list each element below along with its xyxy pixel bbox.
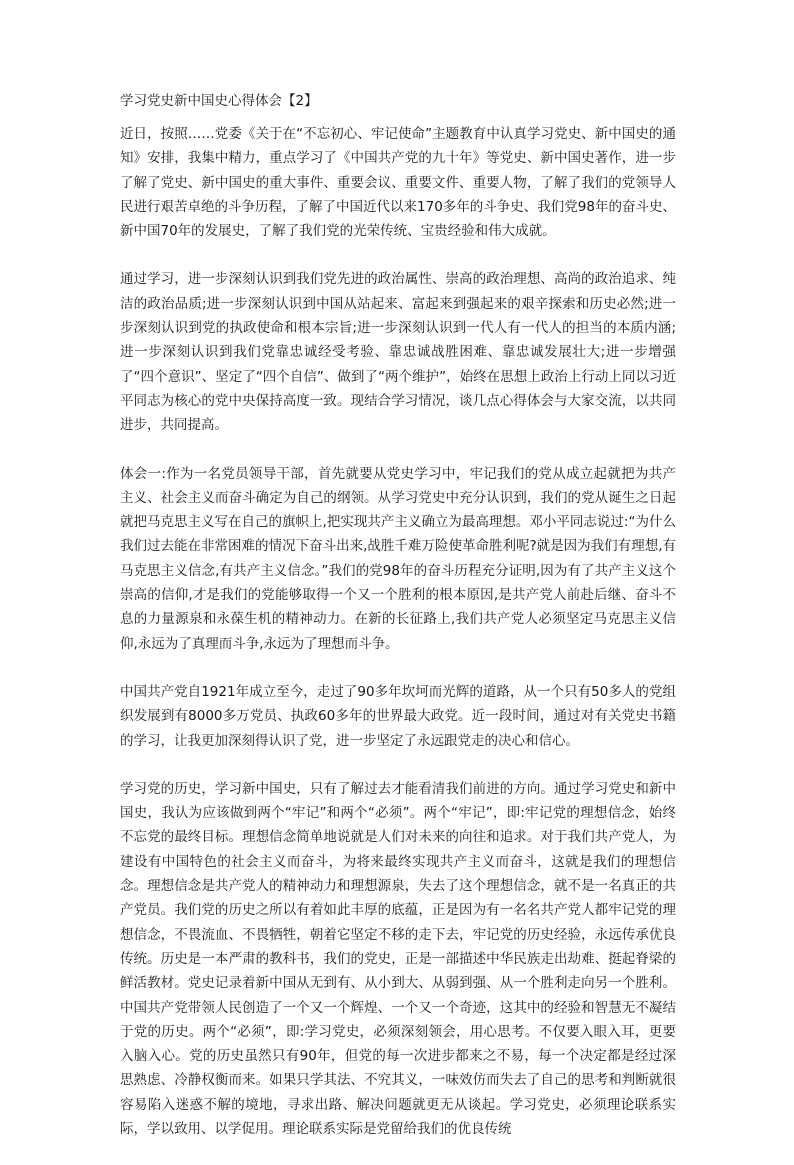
paragraph-insight-one: 体会一:作为一名党员领导干部，首先就要从党史学习中，牢记我们的党从成立起就把为共产主义、社会主义而奋斗确定为自己的纲领。从学习党史中充分认识到，我们的党从诞生之日起就把马克思主义写在自己的旗帜上,把实现共产主义确立为最高理想。邓小平同志说过:“为什么我们过去能在非常困难的情况下奋斗出来,战胜千难万险使革命胜利呢?就是因为我们有理想,有马克思主义信念,有共产主义信念。”我们的党98年的奋斗历程充分证明,因为有了共产主义这个崇高的信仰,才是我们的党能够取得一个又一个胜利的根本原因,是共产党人前赴后继、奋斗不息的力量源泉和永葆生机的精神动力。在新的长征路上,我们共产党人必须坚定马克思主义信仰,永远为了真理而斗争,永远为了理想而斗争。 bbox=[120, 465, 676, 652]
paragraph-intro: 近日，按照……党委《关于在“不忘初心、牢记使命”主题教育中认真学习党史、新中国史的通知》安排，我集中精力，重点学习了《中国共产党的九十年》等党史、新中国史著作，进一步了解了党史、新中国史的重大事件、重要会议、重要文件、重要人物，了解了我们的党领导人民进行艰苦卓绝的斗争历程，了解了中国近代以来170多年的斗争史、我们党98年的奋斗史、新中国70年的发展史，了解了我们党的光荣传统、宝贵经验和伟大成就。 bbox=[120, 126, 676, 240]
document-title: 学习党史新中国史心得体会【2】 bbox=[120, 93, 318, 109]
document-page bbox=[120, 88, 676, 1165]
paragraph-two-remember-two-must: 学习党的历史，学习新中国史，只有了解过去才能看清我们前进的方向。通过学习党史和新中国史，我认为应该做到两个“牢记”和两个“必须”。两个“牢记”，即:牢记党的理想信念，始终不忘党的最终目标。理想信念简单地说就是人们对未来的向往和追求。对于我们共产党人，为建设有中国特色的社会主义而奋斗，为将来最终实现共产主义而奋斗，这就是我们的理想信念。理想信念是共产党人的精神动力和理想源泉，失去了这个理想信念，就不是一名真正的共产党员。我们党的历史之所以有着如此丰厚的底蕴，正是因为有一名名共产党人都牢记党的理想信念，不畏流血、不畏牺牲，朝着它坚定不移的走下去，牢记党的历史经验，永远传承优良传统。历史是一本严肃的教科书，我们的党史，正是一部描述中华民族走出劫难、挺起脊梁的鲜活教材。党史记录着新中国从无到有、从小到大、从弱到强、从一个胜利走向另一个胜利。中国共产党带领人民创造了一个又一个辉煌、一个又一个奇迹，这其中的经验和智慧无不凝结于党的历史。两个“必须”，即:学习党史，必须深刻领会，用心思考。不仅要入眼入耳，更要入脑入心。党的历史虽然只有90年，但党的每一次进步都来之不易，每一个决定都是经过深思熟虑、冷静权衡而来。如果只学其法、不究其义，一味效仿而失去了自己的思考和判断就很容易陷入迷惑不解的境地，寻求出路、解决问题就更无从谈起。学习党史，必须理论联系实际，学以致用、以学促用。理论联系实际是党留给我们的优良传统 bbox=[120, 780, 676, 1137]
paragraph-understanding: 通过学习，进一步深刻认识到我们党先进的政治属性、崇高的政治理想、高尚的政治追求、纯洁的政治品质;进一步深刻认识到中国从站起来、富起来到强起来的艰辛探索和历史必然;进一步深刻认识到党的执政使命和根本宗旨;进一步深刻认识到一代人有一代人的担当的本质内涵;进一步深刻认识到我们党靠忠诚经受考验、靠忠诚战胜困难、靠忠诚发展壮大;进一步增强了“四个意识”、坚定了“四个自信”、做到了“两个维护”，始终在思想上政治上行动上同以习近平同志为核心的党中央保持高度一致。现结合学习情况，谈几点心得体会与大家交流，以共同进步，共同提高。 bbox=[120, 271, 676, 434]
paragraph-party-history: 中国共产党自1921年成立至今，走过了90多年坎坷而光辉的道路，从一个只有50多人的党组织发展到有8000多万党员、执政60多年的世界最大政党。近一段时间，通过对有关党史书籍的学习，让我更加深刻得认识了党，进一步坚定了永远跟党走的决心和信心。 bbox=[120, 683, 676, 749]
